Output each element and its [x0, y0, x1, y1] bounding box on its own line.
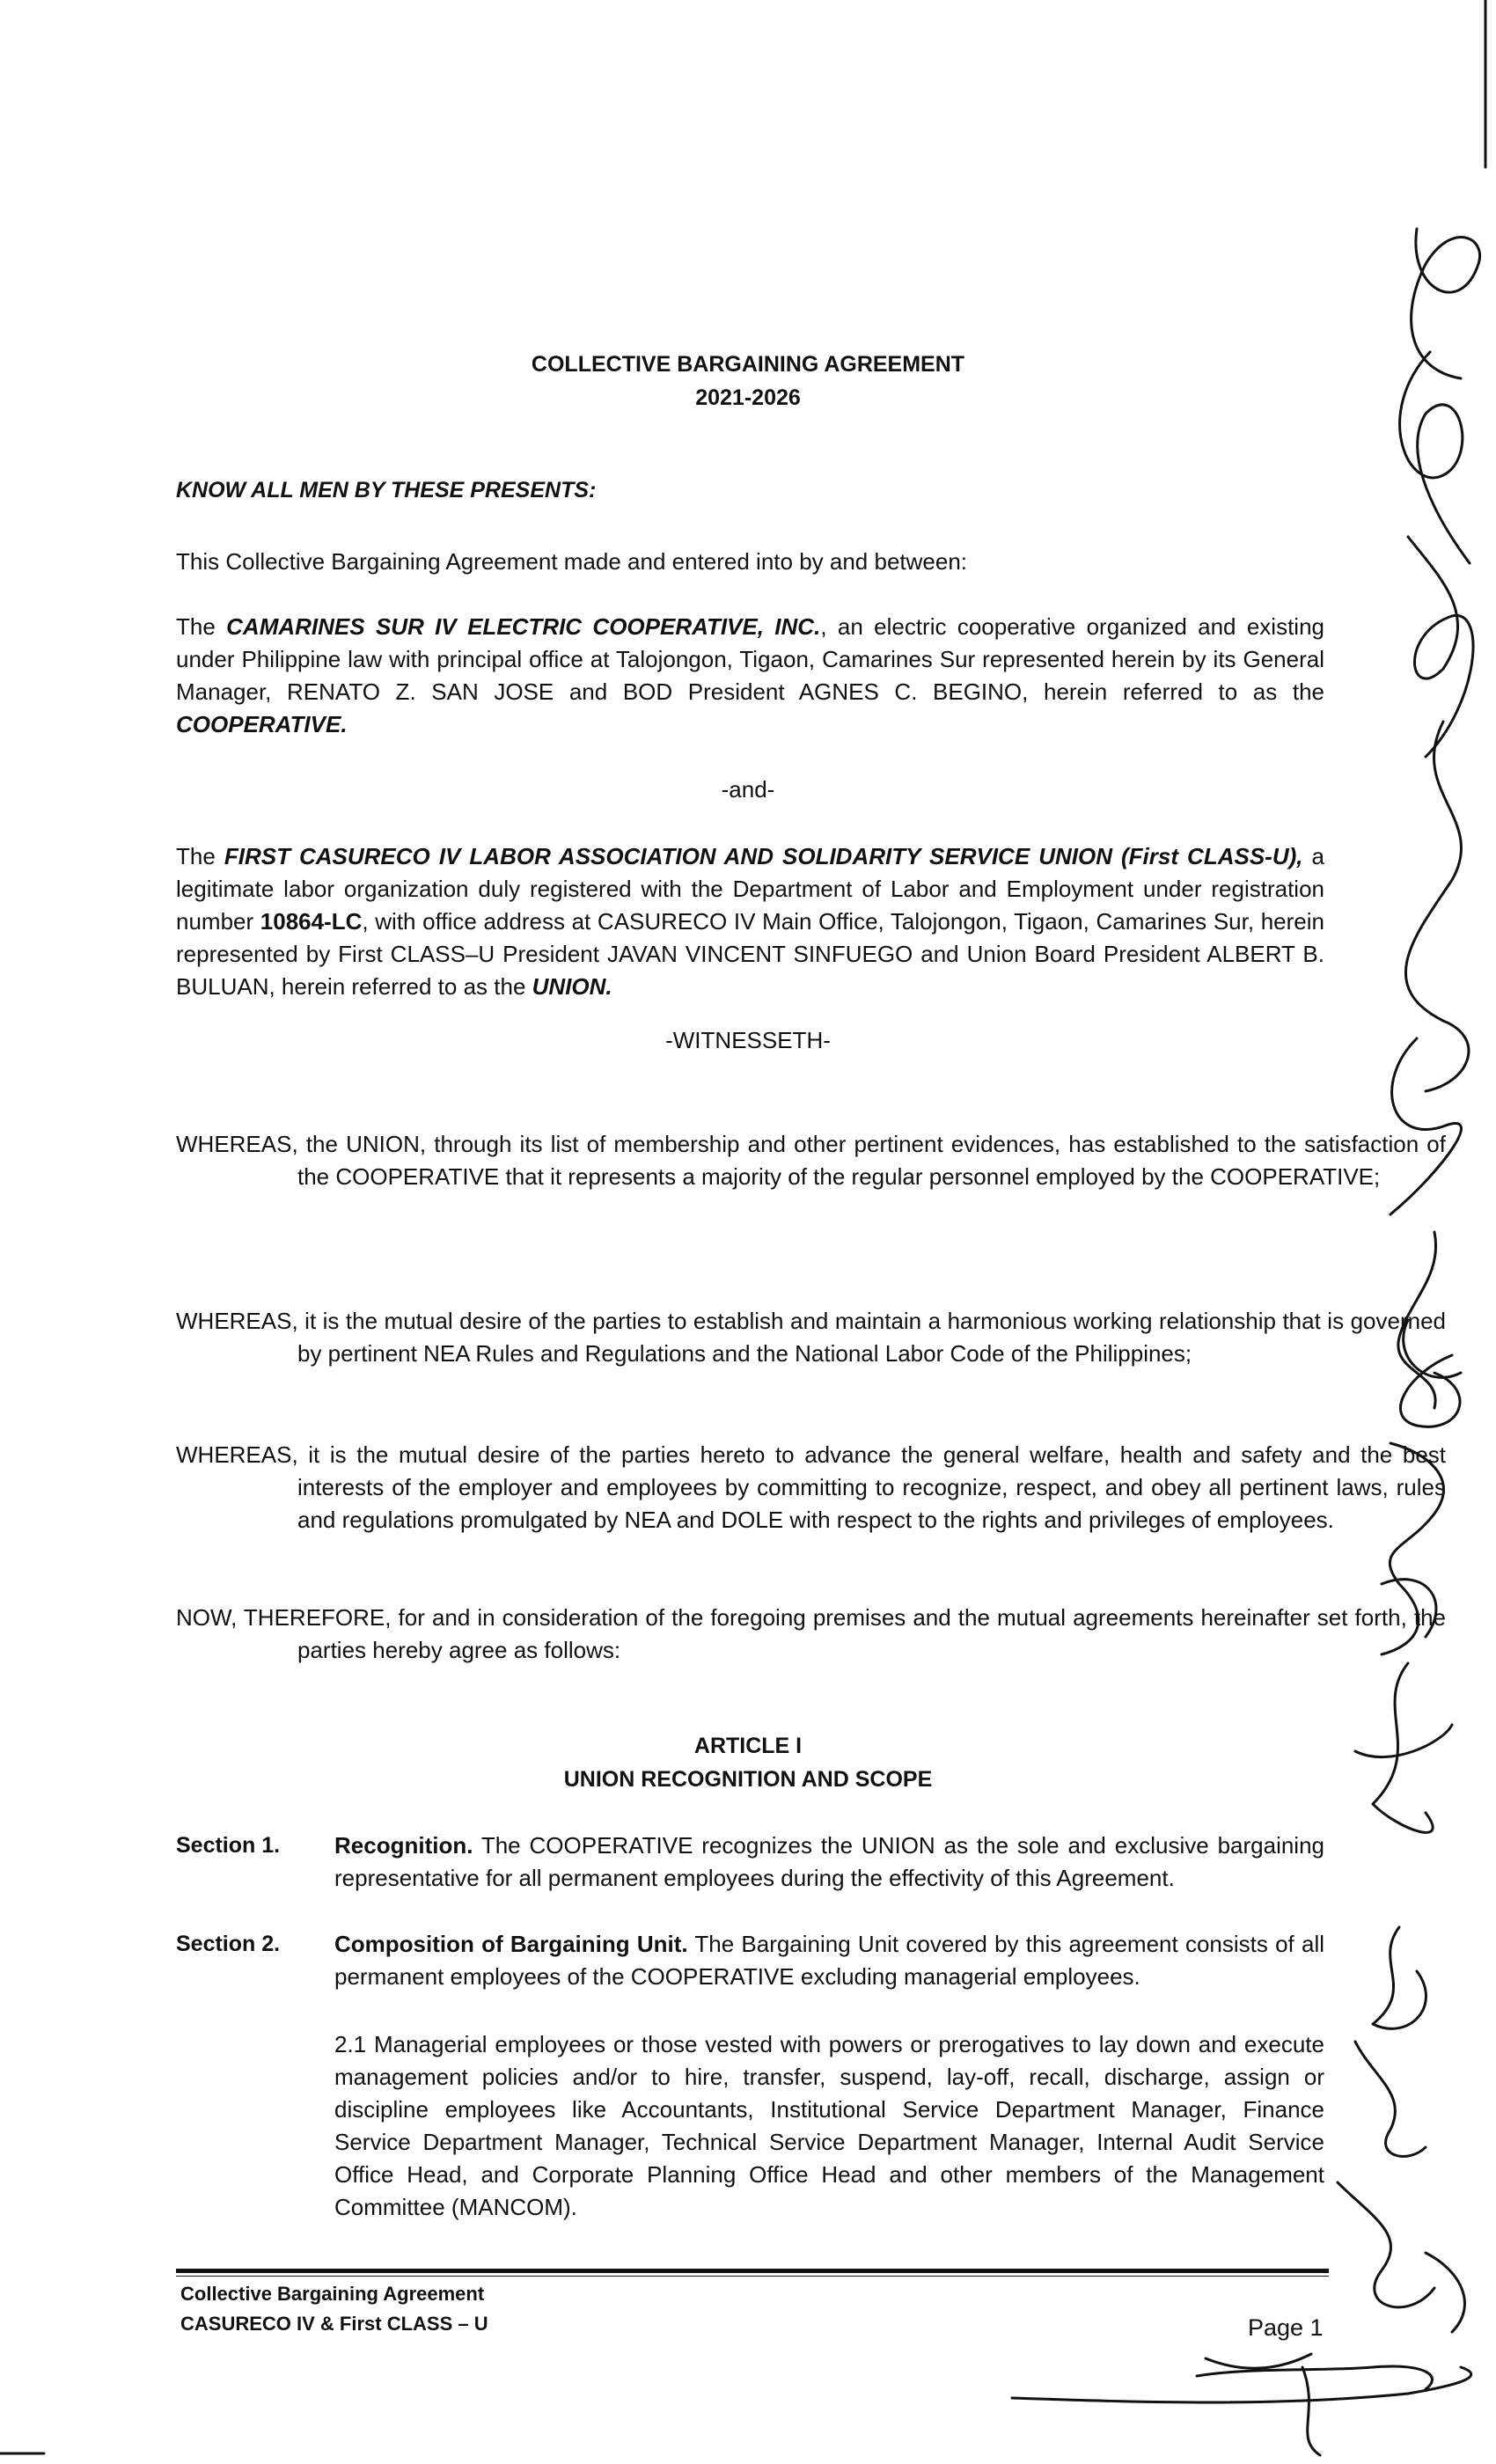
- cooperative-name: CAMARINES SUR IV ELECTRIC COOPERATIVE, INC.: [226, 613, 821, 640]
- footer-text: [180, 2279, 488, 2339]
- signature-mark: [1373, 1663, 1433, 1832]
- subsection-2-1: 2.1 Managerial employees or those vested with powers or prerogatives to lay down and execute management policies and/or to hire, transfer, suspend, lay-off, recall, discharge, assign or discipline employees like Accountants, Institutional Service Department Manager, Finance Service Department Manager, Technical Service Department Manager, Internal Audit Service Office Head, and Corporate Planning Office Head and other members of the Management Committee (MANCOM).: [334, 2031, 1324, 2220]
- section-2-body: Composition of Bargaining Unit. The Bargaining Unit covered by this agreement consists of all permanent employees of the COOPERATIVE excluding managerial employees.: [334, 1931, 1325, 1990]
- signature-mark: [1206, 2354, 1311, 2368]
- signature-mark: [1405, 722, 1469, 1091]
- signature-mark: [1012, 2367, 1471, 2402]
- signature-mark: [1400, 352, 1470, 563]
- union-name: FIRST CASURECO IV LABOR ASSOCIATION AND SOLIDARITY SERVICE UNION (First CLASS-U),: [224, 843, 1303, 869]
- footer-line2: CASURECO IV & First CLASS – U: [180, 2313, 488, 2335]
- signature-mark: [1426, 2253, 1464, 2332]
- article-heading: [176, 1729, 1320, 1796]
- document-title-years: 2021-2026: [695, 385, 801, 410]
- whereas-clause: WHEREAS, the UNION, through its list of membership and other pertinent evidences, has established to the satisfaction of the COOPERATIVE that it represents a majority of the regular personnel employed by the COOPERATIVE;: [176, 1131, 1446, 1190]
- registration-number: 10864-LC: [260, 908, 363, 935]
- section-1-body: Recognition. The COOPERATIVE recognizes the UNION as the sole and exclusive bargaining representative for all permanent employees during the effectivity of this Agreement.: [334, 1832, 1324, 1891]
- signature-mark: [1373, 1927, 1426, 2028]
- page-number: Page 1: [1248, 2314, 1324, 2341]
- article-title: UNION RECOGNITION AND SCOPE: [563, 1767, 933, 1792]
- union-alias: UNION.: [532, 973, 612, 1000]
- whereas-clause: WHEREAS, it is the mutual desire of the parties to establish and maintain a harmonious working relationship that is governed by pertinent NEA Rules and Regulations and the National Labor Code of the Philippines;: [176, 1308, 1446, 1367]
- section-label: Section 1.: [176, 1833, 281, 1858]
- document-title-line1: COLLECTIVE BARGAINING AGREEMENT: [531, 352, 965, 377]
- signature-mark: [1355, 2042, 1426, 2156]
- signature-mark: [1412, 229, 1480, 378]
- now-therefore-clause: NOW, THEREFORE, for and in consideration of the foregoing premises and the mutual agreements hereinafter set forth, the parties hereby agree as follows:: [176, 1604, 1446, 1663]
- footer-rule: [176, 2269, 1329, 2273]
- footer-line1: Collective Bargaining Agreement: [180, 2283, 485, 2305]
- document-title: [176, 348, 1320, 414]
- and-separator: -and-: [721, 776, 775, 803]
- whereas-clause: WHEREAS, it is the mutual desire of the parties hereto to advance the general welfare, health and safety and the best interests of the employer and employees by committing to recognize, respect, and obey all pertinent laws, rules and regulations promulgated by NEA and DOLE with respect to the rights and privileges of employees.: [176, 1441, 1446, 1533]
- intro-text: This Collective Bargaining Agreement made and entered into by and between:: [176, 548, 968, 575]
- signature-mark: [1302, 2367, 1320, 2455]
- signature-mark: [1355, 1725, 1452, 1757]
- section-label: Section 2.: [176, 1932, 281, 1956]
- signature-mark: [1408, 537, 1473, 757]
- cooperative-alias: COOPERATIVE.: [176, 711, 348, 737]
- footer-rule: [176, 2276, 1329, 2277]
- signature-mark: [1197, 2366, 1433, 2389]
- section-heading: Recognition.: [334, 1832, 473, 1859]
- article-number: ARTICLE I: [693, 1734, 803, 1758]
- section-heading: Composition of Bargaining Unit.: [334, 1931, 688, 1957]
- signature-mark: [1338, 2182, 1434, 2307]
- party-cooperative: The CAMARINES SUR IV ELECTRIC COOPERATIVE, INC., an electric cooperative organized and existing under Philippine law with principal office at Talojongon, Tigaon, Camarines Sur represented herein by its General Manager, RENATO Z. SAN JOSE and BOD President AGNES C. BEGINO, herein referred to as the COOPERATIVE.: [176, 613, 1324, 737]
- party-union: The FIRST CASURECO IV LABOR ASSOCIATION AND SOLIDARITY SERVICE UNION (First CLASS-U), a legitimate labor organization duly registered with the Department of Labor and Employment under registration number 10864-LC, with office address at CASURECO IV Main Office, Talojongon, Tigaon, Camarines Sur, herein represented by First CLASS–U President JAVAN VINCENT SINFUEGO and Union Board President ALBERT B. BULUAN, herein referred to as the UNION.: [176, 843, 1324, 1000]
- witnesseth-heading: -WITNESSETH-: [665, 1027, 831, 1053]
- preamble: KNOW ALL MEN BY THESE PRESENTS:: [176, 478, 597, 502]
